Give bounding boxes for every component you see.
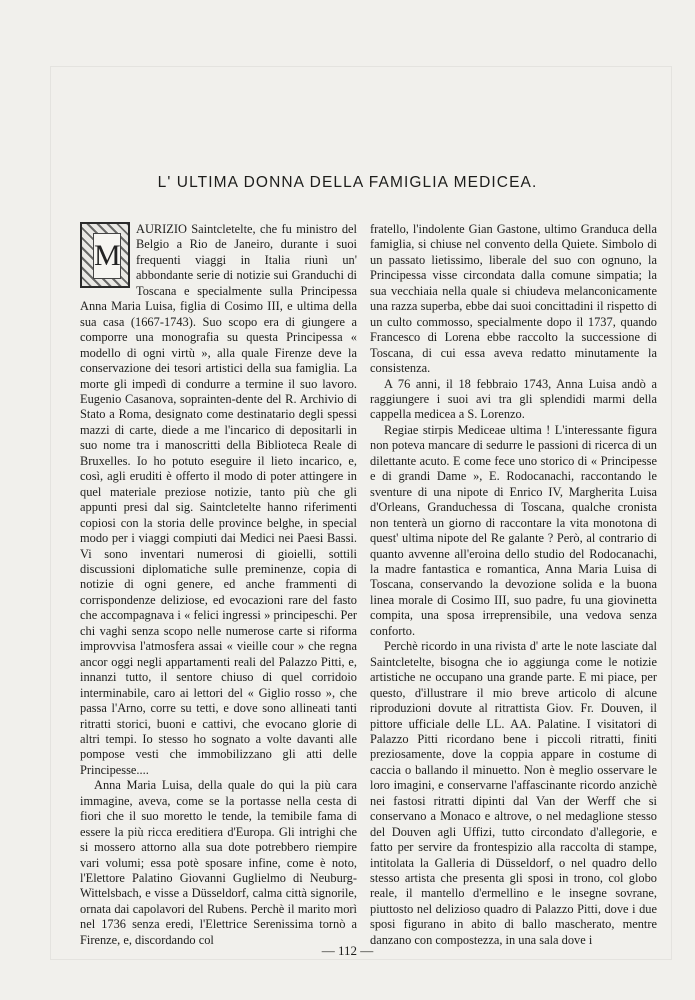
dropcap-letter: M [93, 233, 121, 279]
paragraph: Perchè ricordo in una rivista d' arte le note lasciate dal Saintcletelte, bisogna che io aggiunga come le notizie artistiche ne occupano una grande parte. E mi piace, per questo, d'illustrare il mio breve articolo di alcune riproduzioni dovute al ritrattista Giov. Fr. Douven, il pittore ufficiale delle LL. AA. Palatine. I visitatori di Palazzo Pitti ricordano bene i piccoli ritratti, finiti preziosamente, dove la coppia appare in costume di caccia o ballando il minuetto. Non è meglio osservare le loro imagini, e conservarne l'affascinante ricordo anzichè nei fastosi ritratti dipinti dal Van der Werff che si conservano a Monaco e altrove, o nel medaglione stesso del Douven agli Uffizi, tutto circondato d'allegorie, e fatto per servire da frontespizio alla raccolta di stampe, intitolata la Galleria di Düsseldorf, o nel quadro dello stesso artista che presenta gli sposi in trono, col globo reale, il mantello d'ermellino e le insegne sovrane, piuttosto nel delizioso quadro di Palazzo Pitti, dove i due sposi figurano in abito di ballo mascherato, mentre danzano con compostezza, in una sala dove i [370, 639, 657, 947]
paragraph: A 76 anni, il 18 febbraio 1743, Anna Luisa andò a raggiungere i suoi avi tra gli splendidi marmi della cappella medicea a S. Lorenzo. [370, 376, 657, 422]
page-number: — 112 — [321, 943, 374, 958]
left-column [80, 222, 357, 948]
decorative-initial [80, 222, 130, 288]
right-column [370, 222, 657, 948]
paragraph: Anna Maria Luisa, della quale do qui la più cara immagine, aveva, come se la portasse nella cesta di fiori che il suo moretto le tende, la temibile fama di essere la più ricca ereditiera d'Europa. Gli intrighi che si mossero attorno alla sua dote potrebbero riempire vari volumi; essa potè sposare infine, come è noto, l'Elettore Palatino Giovanni Guglielmo di Neuburg-Wittelsbach, e visse a Düsseldorf, calma città signorile, ornata dai capolavori del Rubens. Perchè il marito morì nel 1736 senza eredi, l'Elettrice Serenissima tornò a Firenze, e, discordando col [80, 778, 357, 947]
paragraph: AURIZIO Saintcletelte, che fu ministro del Belgio a Rio de Janeiro, durante i suoi frequenti viaggi in Italia riunì un' abbondante serie di notizie sui Granduchi di Toscana e specialmente sulla Principessa Anna Maria Luisa, figlia di Cosimo III, e ultima della sua casa (1667-1743). Suo scopo era di giungere a comporre una monografia su questa Principessa « modello di ogni virtù », alla quale Firenze deve la conservazione dei tesori artistici della sua famiglia. La morte gli impedì di condurre a termine il suo lavoro. Eugenio Casanova, soprainten-dente del R. Archivio di Stato a Roma, designato come destinatario degli spessi mazzi di carte, diede a me l'incarico di depositarli in suo nome tra i manoscritti della Biblioteca Reale di Bruxelles. Io ho potuto eseguire il lieto incarico, e, così, agli eruditi è offerto il modo di poter attingere in quel materiale preziose notizie, tanto più che gli appunti presi dal sig. Saintcletelte hanno riferimenti copiosi con la storia delle province belghe, in special modo per i viaggi compiuti dai Medici nei Paesi Bassi. Vi sono inventari numerosi di gioielli, sottili discussioni diplomatiche sulle preminenze, copia di notizie di ogni genere, ed anche frammenti di corrispondenze deliziose, ed evocazioni rare del fasto che accompagnava i « felici ingressi » principeschi. Per chi vaghi senza scopo nelle numerose carte si riforma improvvisa l'atmosfera assai « vieille cour » che regna ancor oggi negli appartamenti reali del Palazzo Pitti, e, innanzi tutto, il sentore chiuso di quel corridoio interminabile, caro ai lettori del « Giglio rosso », che passa l'Arno, corre su tetti, e dove sono allineati tanti ritratti storici, buoni e cattivi, che evocano glorie di altri tempi. Io stesso ho sognato a volte davanti alle pompose vesti che immobilizzano gli atti delle Principesse.... [80, 222, 357, 777]
paragraph: Regiae stirpis Mediceae ultima ! L'interessante figura non poteva mancare di sedurre le passioni di ricerca di un dilettante acuto. E come fece uno storico di « Principesse e di grandi Dame », E. Rodocanachi, raccontando le sventure di una nipote di Enrico IV, Margherita Luisa d'Orleans, Granduchessa di Toscana, qualche cronista non tenterà un giorno di raccontare la vita monotona di quest' ultima nipote del Re galante ? Però, al contrario di quanto avvenne all'eroina dello studio del Rodocanachi, la madre fantastica e romantica, Anna Maria Luisa di Toscana, conservando la devozione solida e la buona linea morale di Cosimo III, suo padre, fu una giovinetta compita, una sposa irreprensibile, una vedova senza conforto. [370, 422, 657, 638]
paragraph: fratello, l'indolente Gian Gastone, ultimo Granduca della famiglia, si chiuse nel convento della Quiete. Simbolo di un passato lietissimo, liberale del suo con ognuno, la Principessa visse circondata dalla comune simpatia; la sua vecchiaia nella quale si chiudeva melanconicamente una razza superba, ebbe dai suoi concittadini il rispetto di un culto commosso, specialmente dopo il 1737, quando Francesco di Lorena ebbe raccolto la successione di Toscana, di cui essa aveva redatto minutamente la consistenza. [370, 222, 657, 376]
article-title: L' ULTIMA DONNA DELLA FAMIGLIA MEDICEA. [157, 174, 538, 191]
